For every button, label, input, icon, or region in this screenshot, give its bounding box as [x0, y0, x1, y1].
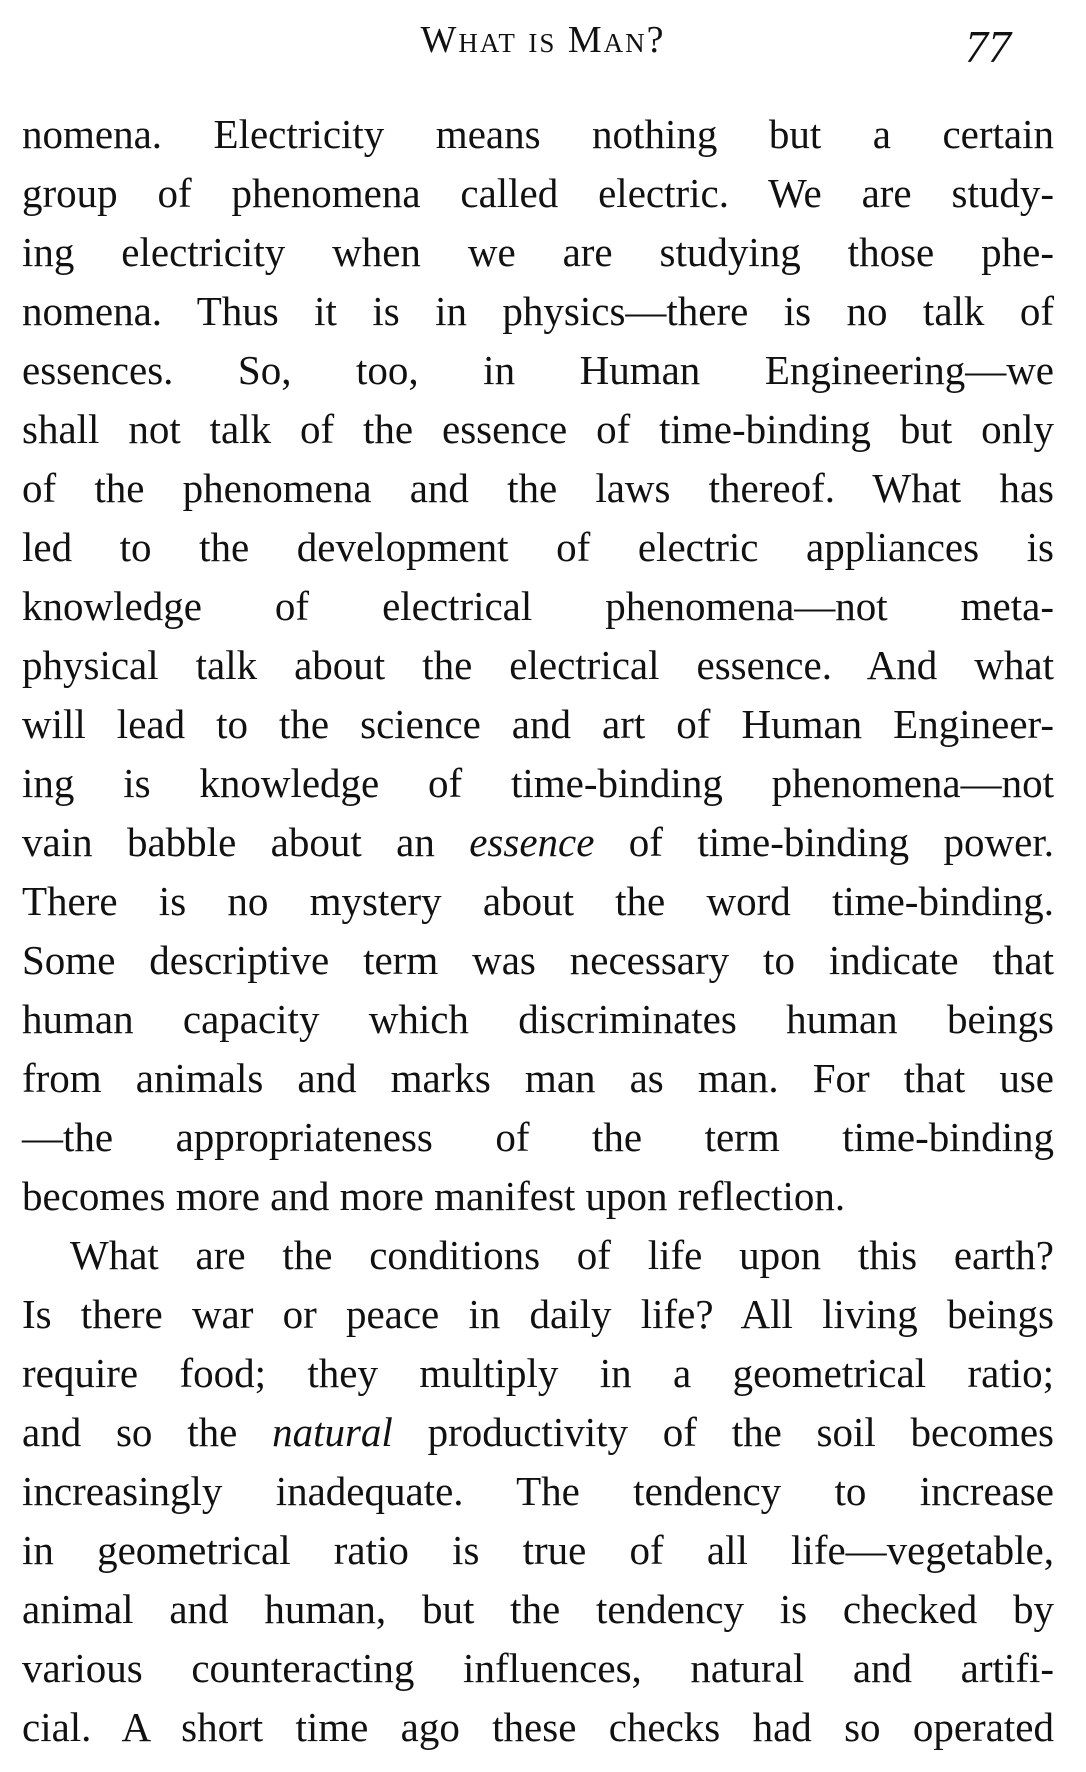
- text-line: various counteracting influences, natural and artifi-: [22, 1645, 1054, 1691]
- text-line: ing is knowledge of time-binding phenomena—not: [22, 760, 1054, 806]
- body-text: [22, 105, 1054, 1757]
- text-line: physical talk about the electrical essence. And what: [22, 642, 1054, 688]
- text-line: Some descriptive term was necessary to indicate that: [22, 937, 1054, 983]
- text-line: Is there war or peace in daily life? All living beings: [22, 1291, 1054, 1337]
- italic-word: essence: [469, 819, 595, 865]
- text-line: require food; they multiply in a geometrical ratio;: [22, 1350, 1054, 1396]
- paragraph: [22, 105, 1054, 1226]
- text-line: What are the conditions of life upon this earth?: [70, 1232, 1054, 1278]
- text-line: becomes more and more manifest upon reflection.: [22, 1173, 846, 1219]
- text-line: in geometrical ratio is true of all life—vegetable,: [22, 1527, 1054, 1573]
- text-line: and so the natural productivity of the soil becomes: [22, 1409, 1054, 1455]
- text-line: will lead to the science and art of Human Engineer-: [22, 701, 1054, 747]
- text-line: animal and human, but the tendency is checked by: [22, 1586, 1054, 1632]
- paragraph: [22, 1226, 1054, 1757]
- text-line: There is no mystery about the word time-binding.: [22, 878, 1054, 924]
- text-line: knowledge of electrical phenomena—not meta-: [22, 583, 1054, 629]
- page-number: 77: [965, 21, 1011, 72]
- text-line: nomena. Electricity means nothing but a certain: [22, 111, 1054, 157]
- italic-word: natural: [272, 1409, 393, 1455]
- text-line: of the phenomena and the laws thereof. What has: [22, 465, 1054, 511]
- running-title: What is Man?: [420, 19, 666, 61]
- text-line: led to the development of electric appliances is: [22, 524, 1054, 570]
- text-line: group of phenomena called electric. We are study-: [22, 170, 1054, 216]
- text-line: cial. A short time ago these checks had so operated: [22, 1704, 1054, 1750]
- text-line: shall not talk of the essence of time-binding but only: [22, 406, 1054, 452]
- text-line: nomena. Thus it is in physics—there is no talk of: [22, 288, 1054, 334]
- text-line: vain babble about an essence of time-binding power.: [22, 819, 1054, 865]
- text-line: —the appropriateness of the term time-binding: [22, 1114, 1054, 1160]
- text-line: essences. So, too, in Human Engineering—we: [22, 347, 1054, 393]
- text-line: ing electricity when we are studying those phe-: [22, 229, 1054, 275]
- text-line: from animals and marks man as man. For that use: [22, 1055, 1054, 1101]
- text-line: increasingly inadequate. The tendency to increase: [22, 1468, 1054, 1514]
- text-line: human capacity which discriminates human beings: [22, 996, 1054, 1042]
- running-head: [0, 8, 1086, 72]
